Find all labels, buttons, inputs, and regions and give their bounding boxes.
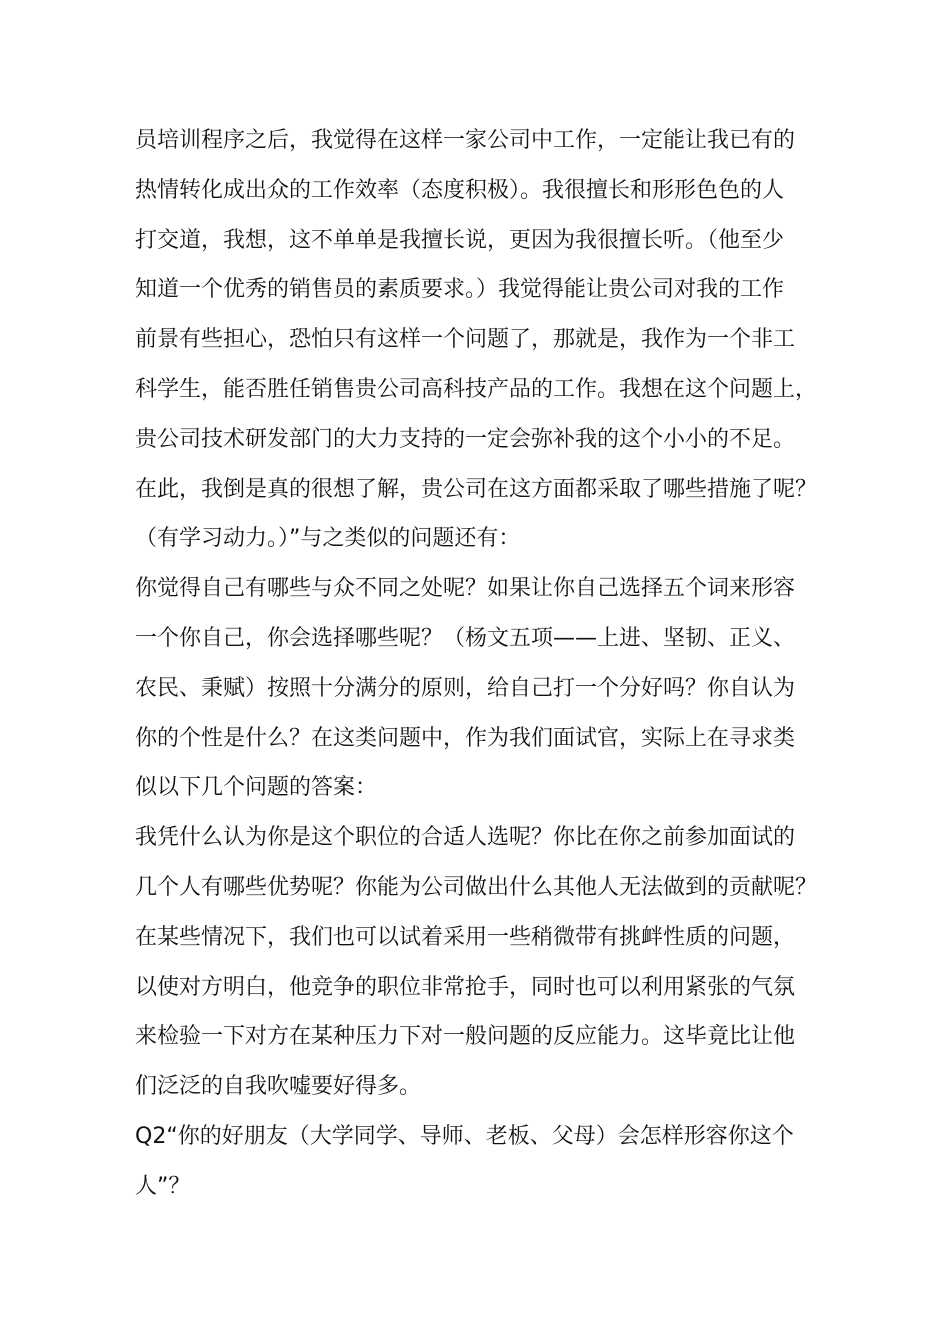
text-line: 你觉得自己有哪些与众不同之处呢？如果让你自己选择五个词来形容 — [135, 576, 796, 602]
text-line: 前景有些担心，恐怕只有这样一个问题了，那就是，我作为一个非工 — [135, 327, 796, 353]
text-line: 知道一个优秀的销售员的素质要求。）我觉得能让贵公司对我的工作 — [135, 277, 785, 303]
text-line: 来检验一下对方在某种压力下对一般问题的反应能力。这毕竟比让他 — [135, 1024, 796, 1050]
text-line: 员培训程序之后，我觉得在这样一家公司中工作，一定能让我已有的 — [135, 128, 796, 153]
text-line: 我凭什么认为你是这个职位的合适人选呢？你比在你之前参加面试的 — [135, 825, 796, 851]
text-line: Q2“你的好朋友（大学同学、导师、老板、父母）会怎样形容你这个 — [135, 1123, 794, 1149]
text-line: 人”？ — [135, 1173, 191, 1199]
text-line: 似以下几个问题的答案： — [135, 775, 378, 801]
text-line: 们泛泛的自我吹嘘要好得多。 — [135, 1074, 422, 1100]
text-line: 农民、秉赋）按照十分满分的原则，给自己打一个分好吗？你自认为 — [135, 675, 796, 701]
text-line: 科学生，能否胜任销售贵公司高科技产品的工作。我想在这个问题上， — [135, 376, 818, 402]
text-line: 以使对方明白，他竞争的职位非常抢手，同时也可以利用紧张的气氛 — [135, 974, 796, 1000]
text-line: 一个你自己，你会选择哪些呢？（杨文五项——上进、坚韧、正义、 — [135, 625, 796, 651]
text-line: 在某些情况下，我们也可以试着采用一些稍微带有挑衅性质的问题， — [135, 924, 796, 950]
body-text — [135, 116, 835, 1212]
text-line: 打交道，我想，这不单单是我擅长说，更因为我很擅长听。（他至少 — [135, 227, 785, 253]
text-line: 在此，我倒是真的很想了解，贵公司在这方面都采取了哪些措施了呢？ — [135, 476, 818, 502]
text-line: 几个人有哪些优势呢？你能为公司做出什么其他人无法做到的贡献呢？ — [135, 874, 818, 900]
text-line: 热情转化成出众的工作效率（态度积极）。我很擅长和形形色色的人 — [135, 177, 785, 203]
text-line: 你的个性是什么？在这类问题中，作为我们面试官，实际上在寻求类 — [135, 725, 796, 751]
text-line: 贵公司技术研发部门的大力支持的一定会弥补我的这个小小的不足。 — [135, 426, 796, 452]
text-line: （有学习动力。）”与之类似的问题还有： — [135, 526, 521, 552]
